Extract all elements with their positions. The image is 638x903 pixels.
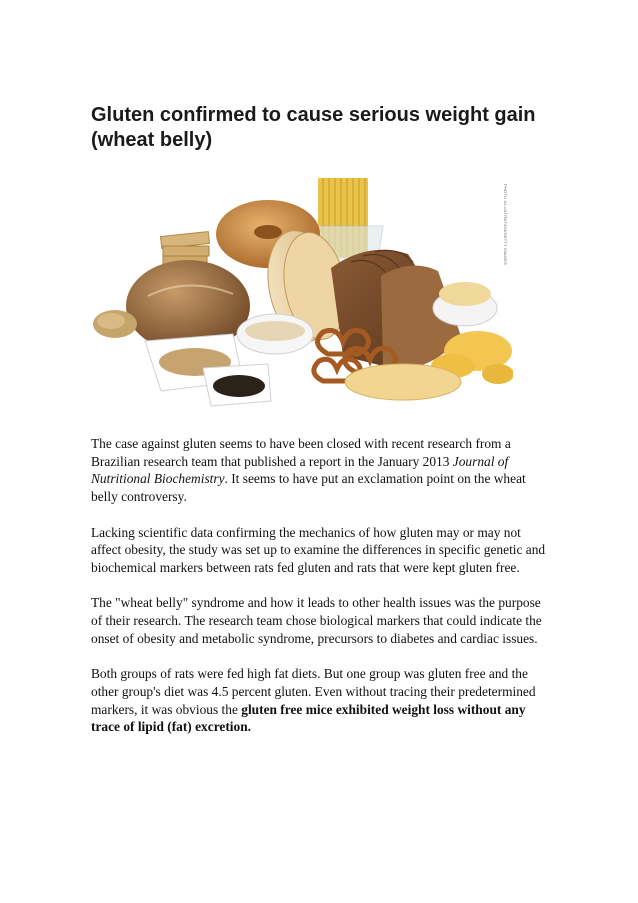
paragraph-3: The "wheat belly" syndrome and how it leads to other health issues was the purpose of their research. The research team chose biological markers that could indicate the onset of obesity and metabolic syndrome, precursors to diabetes and cardiac issues. xyxy=(91,595,542,646)
wheat-foods-photo xyxy=(93,176,513,414)
grain-pile-left xyxy=(93,310,137,338)
paragraph-1-text-b: . It seems to have put an exclamation point on the wheat belly controversy. xyxy=(91,471,526,505)
journal-name: Journal of Nutritional Biochemistry xyxy=(91,453,509,487)
paragraph-2: Lacking scientific data confirming the mechanics of how gluten may or may not affect obesity, the study was set up to examine the differences in specific genetic and biochemical markers between rats fed gluten and rats that were kept gluten free. xyxy=(91,524,546,575)
article-title: Gluten confirmed to cause serious weight gain (wheat belly) xyxy=(91,104,536,151)
popcorn-bowl xyxy=(433,282,497,326)
paragraph-4 xyxy=(91,665,553,736)
paragraph-4-bold-finding: gluten free mice exhibited weight loss without any trace of lipid (fat) excretion. xyxy=(91,701,526,735)
paragraph-1-text-a: The case against gluten seems to have been closed with recent research from a Brazilian research team that published a report in the January 2013 xyxy=(91,436,511,469)
paragraph-4-text-a: Both groups of rats were fed high fat diets. But one group was gluten free and the other group's diet was 4.5 percent gluten. Even without tracing their predetermined markers, it was obvious the xyxy=(91,666,536,717)
paragraph-1 xyxy=(91,435,553,506)
oats-bowl xyxy=(237,314,313,354)
tortilla xyxy=(345,364,461,400)
wheat-foods-illustration xyxy=(93,176,513,414)
article-body xyxy=(91,435,553,754)
photo-credit: PHOTO ILLUSTRATION/GETTY IMAGES xyxy=(503,184,508,265)
